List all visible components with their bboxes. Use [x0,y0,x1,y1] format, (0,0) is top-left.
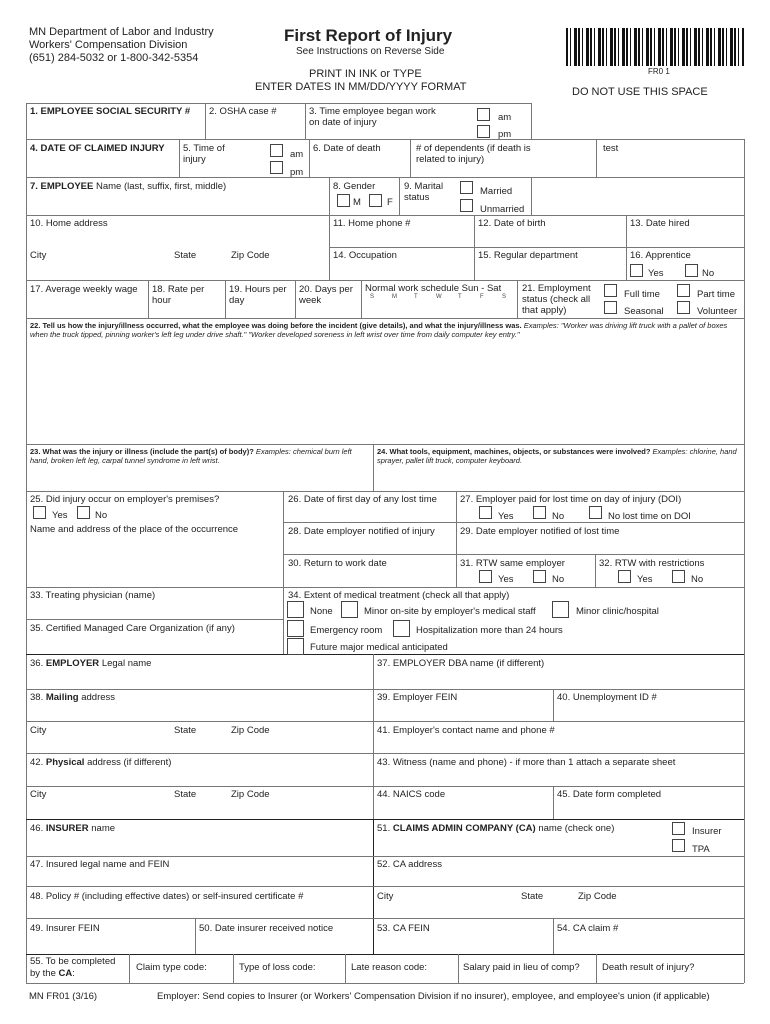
emergency-room-checkbox[interactable] [287,620,304,637]
ca-complete-line1: 55. To be completed [30,956,116,967]
minor-onsite-label: Minor on-site by employer's medical staff [364,606,536,617]
employee-name-field[interactable] [27,193,328,214]
loss-code-label: Type of loss code: [239,962,316,973]
insurer-num: 46. [30,823,44,834]
occupation-label: 14. Occupation [333,250,397,261]
time-of-injury-label: 5. Time of injury [183,143,225,165]
tools-question: 24. What tools, equipment, machines, objects, or substances were involved? [377,447,651,456]
hire-date-label: 13. Date hired [630,218,690,229]
ca-complete-line2 [30,968,75,979]
insurer-fein-label: 49. Insurer FEIN [30,923,100,934]
gender-m-label: M [353,197,361,208]
began-pm-label: pm [498,129,512,140]
employment-status-label: 21. Employment status (check all that apply) [522,283,591,316]
part-time-label: Part time [697,289,736,300]
premises-no-label: No [95,510,108,521]
policy-label: 48. Policy # (including effective dates) or self-insured certificate # [30,891,304,902]
birth-date-label: 12. Date of birth [478,218,546,229]
employer-contact-label: 41. Employer's contact name and phone # [377,725,555,736]
employer-bold: EMPLOYER [45,658,100,669]
ca-num: 51. [377,823,391,834]
paid-yes-label: Yes [498,511,514,522]
insurer-name-label [30,823,115,834]
gender-f-label: F [387,197,393,208]
tools-examples: Examples: chlorine, hand sprayer, pallet lift truck, computer keyboard. [377,447,737,465]
volunteer-label: Volunteer [697,306,738,317]
rtw-same-no-checkbox[interactable] [533,570,546,583]
day-mon: M [392,294,397,300]
physical-rest: address (if different) [87,757,172,768]
barcode [566,28,744,66]
gender-f-checkbox[interactable] [369,194,382,207]
apprentice-yes-checkbox[interactable] [630,264,643,277]
form-id: MN FR01 (3/16) [29,991,98,1002]
osha-label: 2. OSHA case # [209,106,277,117]
do-not-use-label: DO NOT USE THIS SPACE [572,86,708,98]
premises-no-checkbox[interactable] [77,506,90,519]
ca-claim-label: 54. CA claim # [557,923,619,934]
injury-am-label: am [290,149,304,160]
death-date-label: 6. Date of death [313,143,381,154]
injury-am-checkbox[interactable] [270,144,283,157]
witness-label: 43. Witness (name and phone) - if more than 1 attach a separate sheet [377,757,676,768]
medical-extent-label: 34. Extent of medical treatment (check all that apply) [288,590,510,601]
rtw-restr-no-label: No [691,574,704,585]
employee-label-bold: 7. EMPLOYEE [30,181,94,192]
apprentice-yes-label: Yes [648,268,664,279]
managed-care-label: 35. Certified Managed Care Organization (if any) [30,623,235,634]
hours-per-day-label: 19. Hours per day [229,284,287,306]
injury-pm-checkbox[interactable] [270,161,283,174]
minor-clinic-label: Minor clinic/hospital [576,606,659,617]
married-checkbox[interactable] [460,181,473,194]
field-value-test[interactable]: test [603,143,619,154]
rtw-same-yes-checkbox[interactable] [479,570,492,583]
dept-name: MN Department of Labor and Industry [29,26,214,38]
print-note: PRINT IN INK or TYPE [309,68,422,80]
hospitalization-label: Hospitalization more than 24 hours [416,625,563,636]
ca-insurer-label: Insurer [692,826,722,837]
insurer-bold: INSURER [45,823,89,834]
mailing-rest: address [81,692,116,703]
ca-state-label: State [521,891,544,902]
minor-clinic-checkbox[interactable] [552,601,569,618]
time-began-label: 3. Time employee began work on date of injury [309,106,436,128]
rtw-restr-no-checkbox[interactable] [672,570,685,583]
ca-bold: CLAIMS ADMIN COMPANY (CA) [392,823,536,834]
claim-type-label: Claim type code: [136,962,207,973]
volunteer-checkbox[interactable] [677,301,690,314]
ca-complete-colon: : [72,968,75,979]
physician-label: 33. Treating physician (name) [30,590,156,601]
began-pm-checkbox[interactable] [477,125,490,138]
none-label: None [310,606,333,617]
day-thu: T [458,294,462,300]
footer-note: Employer: Send copies to Insurer (or Workers' Compensation Division if no insurer), employee, and employee's union (if applicable) [157,991,710,1002]
employer-rest: Legal name [101,658,152,669]
no-lost-time-checkbox[interactable] [589,506,602,519]
physical-num: 42. [30,757,44,768]
form-subtitle: See Instructions on Reverse Side [296,46,445,57]
rtw-restrictions-label: 32. RTW with restrictions [599,558,705,569]
salary-label: Salary paid in lieu of comp? [463,962,580,973]
ca-complete-ca: CA [58,968,73,979]
paid-no-checkbox[interactable] [533,506,546,519]
gender-m-checkbox[interactable] [337,194,350,207]
physical-city-label: City [30,789,47,800]
home-address-field[interactable] [27,230,328,246]
began-am-label: am [498,112,512,123]
ca-city-label: City [377,891,394,902]
day-wed: W [436,294,442,300]
injury-part-examples: Examples: chemical burn left hand, broken left leg, carpal tunnel syndrome in left wrist. [30,447,352,465]
weekly-wage-label: 17. Average weekly wage [30,284,138,295]
minor-onsite-checkbox[interactable] [341,601,358,618]
emergency-room-label: Emergency room [310,625,383,636]
day-tue: T [414,294,418,300]
injury-date-label: 4. DATE OF CLAIMED INJURY [30,143,165,154]
dept-phone: (651) 284-5032 or 1-800-342-5354 [29,52,199,64]
ca-complete-by: by the [30,968,59,979]
schedule-label: Normal work schedule Sun - Sat [365,283,502,294]
began-am-checkbox[interactable] [477,108,490,121]
premises-label: 25. Did injury occur on employer's premises? [30,494,220,505]
rtw-same-yes-label: Yes [498,574,514,585]
home-address-label: 10. Home address [30,218,108,229]
rtw-restr-yes-label: Yes [637,574,653,585]
return-date-label: 30. Return to work date [288,558,387,569]
unemployment-id-label: 40. Unemployment ID # [557,692,657,703]
tools-label [377,447,741,465]
rtw-same-label: 31. RTW same employer [460,558,565,569]
zip-label: Zip Code [231,250,270,261]
employer-paid-label: 27. Employer paid for lost time on day of injury (DOI) [460,494,682,505]
mailing-num: 38. [30,692,44,703]
insured-name-label: 47. Insured legal name and FEIN [30,859,170,870]
ssn-label: 1. EMPLOYEE SOCIAL SECURITY # [30,106,191,117]
osha-field[interactable] [206,118,304,138]
barcode-text: FR0 1 [648,67,670,76]
future-medical-label: Future major medical anticipated [310,642,448,653]
none-checkbox[interactable] [287,601,304,618]
mailing-city-label: City [30,725,47,736]
insurer-notice-label: 50. Date insurer received notice [199,923,334,934]
full-time-checkbox[interactable] [604,284,617,297]
premises-yes-label: Yes [52,510,68,521]
physical-state-label: State [174,789,197,800]
physical-zip-label: Zip Code [231,789,270,800]
ca-fein-label: 53. CA FEIN [377,923,430,934]
physical-address-label [30,757,171,768]
city-label: City [30,250,47,261]
employer-dba-label: 37. EMPLOYER DBA name (if different) [377,658,545,669]
place-label: Name and address of the place of the occurrence [30,524,239,535]
premises-yes-checkbox[interactable] [33,506,46,519]
state-label: State [174,250,197,261]
incident-description-field[interactable] [27,342,743,442]
part-time-checkbox[interactable] [677,284,690,297]
ca-tpa-checkbox[interactable] [672,839,685,852]
seasonal-label: Seasonal [624,306,664,317]
seasonal-checkbox[interactable] [604,301,617,314]
paid-no-label: No [552,511,565,522]
division-name: Workers' Compensation Division [29,39,188,51]
future-medical-checkbox[interactable] [287,638,304,655]
ca-tpa-label: TPA [692,844,710,855]
injury-date-field[interactable] [27,155,178,176]
unmarried-checkbox[interactable] [460,199,473,212]
home-phone-label: 11. Home phone # [333,218,411,229]
physical-bold: Physical [45,757,85,768]
mailing-bold: Mailing [45,692,79,703]
incident-examples: Examples: "Worker was driving lift truck with a pallet of boxes when the truck tipped, pinning worker's left leg under drive shaft." "Worker developed soreness in left wrist over time from daily computer key entry." [30,321,728,339]
ssn-field[interactable] [27,118,204,138]
late-reason-label: Late reason code: [351,962,428,973]
ca-insurer-checkbox[interactable] [672,822,685,835]
no-lost-time-label: No lost time on DOI [608,511,691,522]
claims-admin-label [377,823,614,834]
dependents-label: # of dependents (if death is related to injury) [416,143,531,165]
apprentice-no-checkbox[interactable] [685,264,698,277]
days-per-week-label: 20. Days per week [299,284,353,306]
employer-num: 36. [30,658,44,669]
mailing-zip-label: Zip Code [231,725,270,736]
ca-address-label: 52. CA address [377,859,442,870]
incident-question: 22. Tell us how the injury/illness occurred, what the employee was doing before the incident (give details), and what the injury/illness was. [30,321,522,330]
day-fri: F [480,294,484,300]
paid-yes-checkbox[interactable] [479,506,492,519]
apprentice-label: 16. Apprentice [630,250,691,261]
employer-notified-label: 28. Date employer notified of injury [288,526,435,537]
gender-label: 8. Gender [333,181,376,192]
injury-part-label [30,447,370,465]
mailing-state-label: State [174,725,197,736]
employer-name-label [30,658,151,669]
death-result-label: Death result of injury? [602,962,695,973]
form-title: First Report of Injury [284,26,453,45]
first-lost-day-label: 26. Date of first day of any lost time [288,494,437,505]
naics-label: 44. NAICS code [377,789,446,800]
ca-zip-label: Zip Code [578,891,617,902]
insurer-rest: name [91,823,116,834]
injury-part-question: 23. What was the injury or illness (include the part(s) of body)? [30,447,254,456]
unmarried-label: Unmarried [480,204,525,215]
full-time-label: Full time [624,289,660,300]
hospitalization-checkbox[interactable] [393,620,410,637]
rtw-same-no-label: No [552,574,565,585]
injury-pm-label: pm [290,167,304,178]
lost-time-notified-label: 29. Date employer notified of lost time [460,526,620,537]
day-sun: S [370,294,375,300]
apprentice-no-label: No [702,268,715,279]
department-label: 15. Regular department [478,250,578,261]
rtw-restr-yes-checkbox[interactable] [618,570,631,583]
incident-description-label [30,321,742,339]
rate-per-hour-label: 18. Rate per hour [152,284,205,306]
day-sat: S [502,294,507,300]
date-completed-label: 45. Date form completed [557,789,662,800]
employee-label-rest: Name (last, suffix, first, middle) [96,181,227,192]
employee-name-label [30,181,226,192]
employer-fein-label: 39. Employer FEIN [377,692,458,703]
married-label: Married [480,186,513,197]
date-format-note: ENTER DATES IN MM/DD/YYYY FORMAT [255,81,467,93]
ca-rest: name (check one) [538,823,615,834]
marital-label: 9. Marital status [404,181,444,203]
mailing-address-label [30,692,115,703]
